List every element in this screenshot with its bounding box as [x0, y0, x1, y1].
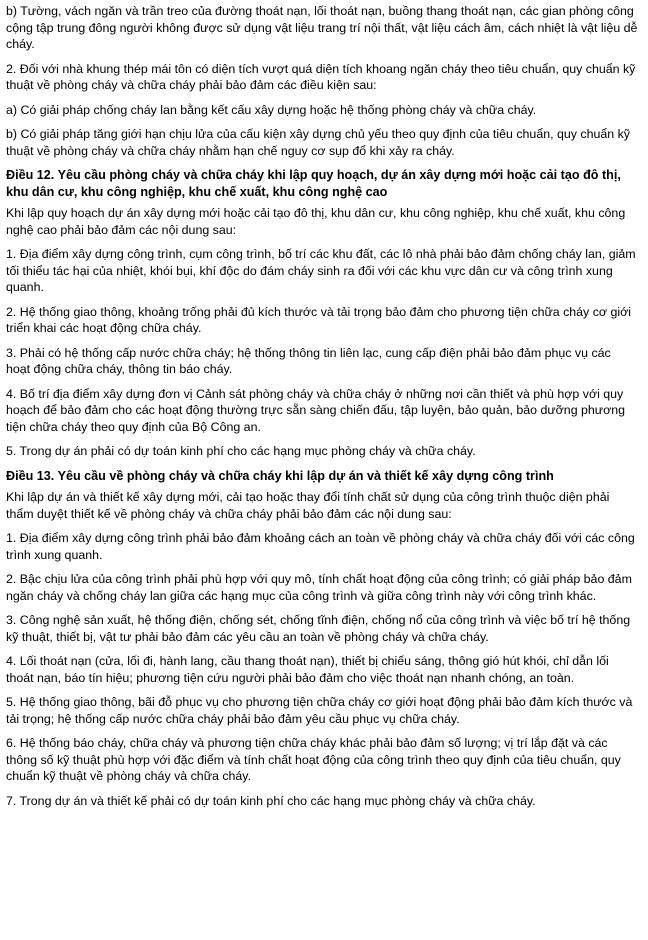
article-12-heading: Điều 12. Yêu cầu phòng cháy và chữa cháy khi lập quy hoạch, dự án xây dựng mới hoặc cải tạo đô thị, khu dân cư, khu công nghiệp, khu chế xuất, khu công nghệ cao — [6, 168, 621, 199]
article-12-intro: Khi lập quy hoạch dự án xây dựng mới hoặc cải tạo đô thị, khu dân cư, khu công nghiệp, khu chế xuất, khu công nghệ cao phải bảo đảm các nội dung sau: — [6, 206, 626, 237]
article-13-item-6: 6. Hệ thống báo cháy, chữa cháy và phương tiện chữa cháy khác phải bảo đảm số lượng; vị trí lắp đặt và các thông số kỹ thuật phù hợp với đặc điểm và tính chất hoạt động của công trình theo quy định của tiêu chuẩn, quy chuẩn kỹ thuật về phòng cháy và chữa cháy. — [6, 736, 621, 783]
paragraph-2-steel-frame: 2. Đối với nhà khung thép mái tôn có diện tích vượt quá diện tích khoang ngăn cháy theo tiêu chuẩn, quy chuẩn kỹ thuật về phòng cháy và chữa cháy phải bảo đảm các điều kiện sau: — [6, 61, 636, 92]
paragraph-b-fire-resistance: b) Có giải pháp tăng giới hạn chịu lửa của cấu kiện xây dựng chủ yếu theo quy định của tiêu chuẩn, quy chuẩn kỹ thuật về phòng cháy và chữa cháy nhằm hạn chế nguy cơ sụp đổ khi xảy ra cháy. — [6, 127, 631, 158]
paragraph-a-fire-spread: a) Có giải pháp chống cháy lan bằng kết cấu xây dựng hoặc hệ thống phòng cháy và chữa cháy. — [6, 102, 537, 117]
article-13-item-5: 5. Hệ thống giao thông, bãi đỗ phục vụ cho phương tiện chữa cháy cơ giới hoạt động phải bảo đảm kích thước và tải trọng; hệ thống cấp nước chữa cháy phải bảo đảm yêu cầu phục vụ chữa cháy. — [6, 695, 633, 726]
article-13-item-3: 3. Công nghệ sản xuất, hệ thống điện, chống sét, chống tĩnh điện, chống nổ của công trình và việc bố trí hệ thống kỹ thuật, thiết bị, vật tư phải bảo đảm các yêu cầu an toàn về phòng cháy và chữa cháy. — [6, 613, 631, 644]
article-13-intro: Khi lập dự án và thiết kế xây dựng mới, cải tạo hoặc thay đổi tính chất sử dụng của công trình thuộc diện phải thẩm duyệt thiết kế về phòng cháy và chữa cháy phải bảo đảm các nội dung sau: — [6, 490, 610, 521]
article-12-item-5: 5. Trong dự án phải có dự toán kinh phí cho các hạng mục phòng cháy và chữa cháy. — [6, 444, 476, 458]
article-12-item-4: 4. Bố trí địa điểm xây dựng đơn vị Cảnh sát phòng cháy và chữa cháy ở những nơi cần thiết và phù hợp với quy hoạch để bảo đảm cho các hoạt động thường trực sẵn sàng chiến đấu, tập luyện, bảo quản, bảo dưỡng phương tiện chữa cháy theo quy định của Bộ Công an. — [6, 386, 626, 434]
article-13-item-7: 7. Trong dự án và thiết kế phải có dự toán kinh phí cho các hạng mục phòng cháy và chữa cháy. — [6, 793, 536, 808]
article-13-item-2: 2. Bậc chịu lửa của công trình phải phù hợp với quy mô, tính chất hoạt động của công trình; có giải pháp bảo đảm ngăn cháy và chống cháy lan giữa các hạng mục của công trình và giữa công trình này với công trình khác. — [6, 572, 632, 603]
article-12-item-3: 3. Phải có hệ thống cấp nước chữa cháy; hệ thống thông tin liên lạc, cung cấp điện phải bảo đảm phục vụ các hoạt động chữa cháy, thông tin báo cháy. — [6, 345, 611, 376]
paragraph-b-walls-partitions: b) Tường, vách ngăn và trần treo của đường thoát nạn, lối thoát nạn, buồng thang thoát nạn, các gian phòng công cộng tập trung đông người không được sử dụng vật liệu trang trí nội thất, vật liệu cách âm, cách nhiệt là vật liệu dễ cháy. — [6, 4, 638, 51]
article-13-item-1: 1. Địa điểm xây dựng công trình phải bảo đảm khoảng cách an toàn về phòng cháy và chữa cháy đối với các công trình xung quanh. — [6, 531, 635, 562]
article-13-item-4: 4. Lối thoát nạn (cửa, lối đi, hành lang, cầu thang thoát nạn), thiết bị chiếu sáng, thông gió hút khói, chỉ dẫn lối thoát nạn, báo tín hiệu; phương tiện cứu người phải bảo đảm cho việc thoát nạn nhanh chóng, an toàn. — [6, 654, 609, 685]
article-12-item-2: 2. Hệ thống giao thông, khoảng trống phải đủ kích thước và tải trọng bảo đảm cho phương tiện chữa cháy cơ giới triển khai các hoạt động chữa cháy. — [6, 304, 631, 335]
article-12-item-1: 1. Địa điểm xây dựng công trình, cụm công trình, bố trí các khu đất, các lô nhà phải bảo đảm chống cháy lan, giảm tối thiểu tác hại của nhiệt, khói bụi, khí độc do đám cháy sinh ra đối với các khu vực dân cư và công trình xung quanh. — [6, 247, 636, 294]
article-13-heading: Điều 13. Yêu cầu về phòng cháy và chữa cháy khi lập dự án và thiết kế xây dựng công trình — [6, 468, 554, 483]
